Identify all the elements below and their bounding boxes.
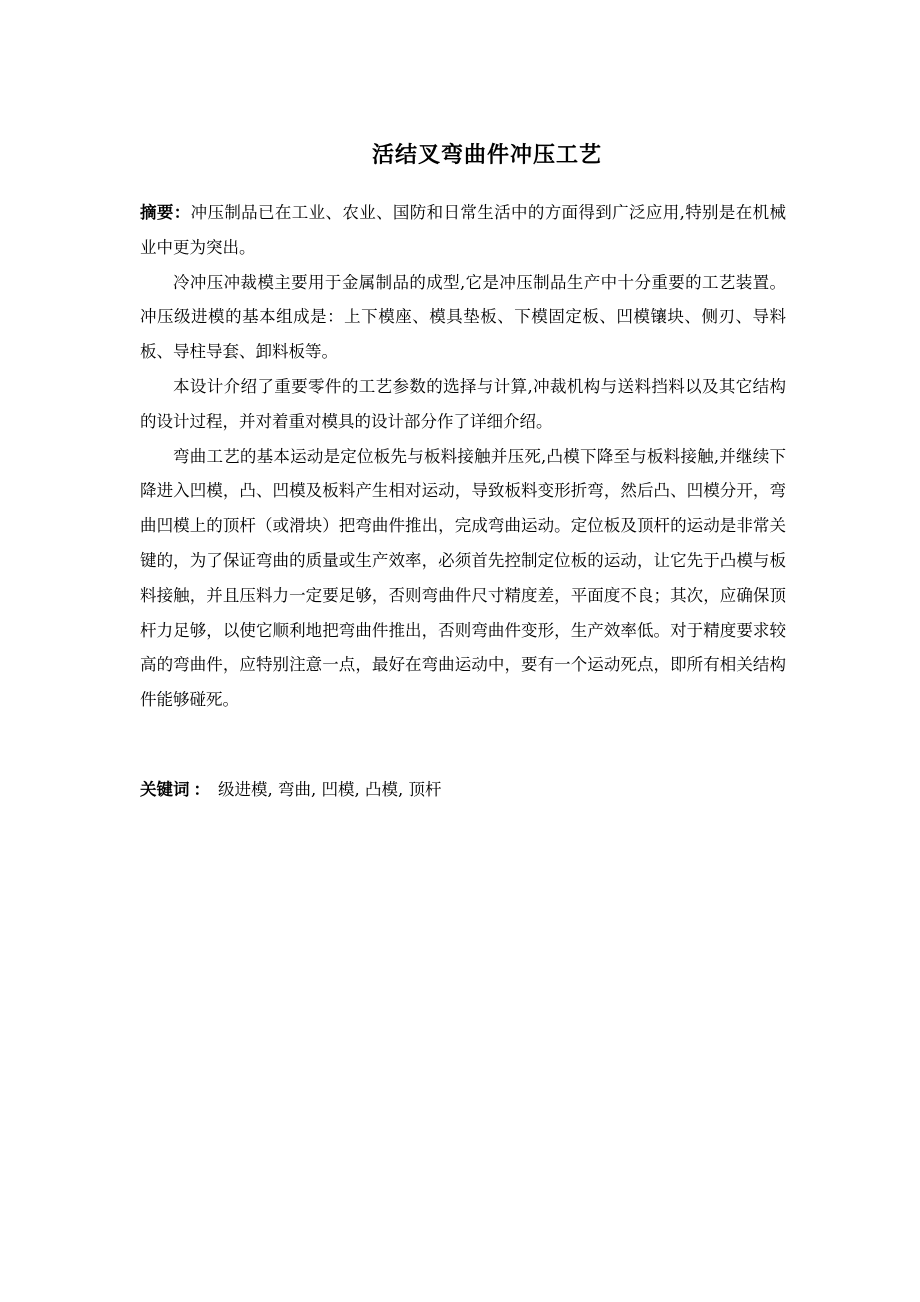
abstract-paragraph-2: 冷冲压冲裁模主要用于金属制品的成型,它是冲压制品生产中十分重要的工艺装置。冲压级进模的基本组成是：上下模座、模具垫板、下模固定板、凹模镶块、侧刃、导料板、导柱导套、卸料板等。 (140, 272, 786, 362)
abstract-section (140, 196, 786, 718)
abstract-label: 摘要： (140, 203, 191, 222)
keywords-section (140, 773, 786, 808)
keywords-value: 级进模, 弯曲, 凹模, 凸模, 顶杆 (218, 780, 442, 799)
abstract-paragraph-4: 弯曲工艺的基本运动是定位板先与板料接触并压死,凸模下降至与板料接触,并继续下降进入凹模，凸、凹模及板料产生相对运动，导致板料变形折弯，然后凸、凹模分开，弯曲凹模上的顶杆（或滑块）把弯曲件推出，完成弯曲运动。定位板及顶杆的运动是非常关键的，为了保证弯曲的质量或生产效率，必须首先控制定位板的运动，让它先于凸模与板料接触，并且压料力一定要足够，否则弯曲件尺寸精度差，平面度不良；其次，应确保顶杆力足够，以使它顺利地把弯曲件推出，否则弯曲件变形，生产效率低。对于精度要求较高的弯曲件，应特别注意一点，最好在弯曲运动中，要有一个运动死点，即所有相关结构件能够碰死。 (140, 446, 786, 710)
keywords-separator: ： (193, 780, 210, 799)
abstract-paragraph-3: 本设计介绍了重要零件的工艺参数的选择与计算,冲裁机构与送料挡料以及其它结构的设计过程，并对着重对模具的设计部分作了详细介绍。 (140, 376, 786, 431)
keywords-label: 关键词 (140, 780, 190, 799)
abstract-paragraph-1-text: 冲压制品已在工业、农业、国防和日常生活中的方面得到广泛应用,特别是在机械业中更为突出。 (140, 203, 787, 257)
abstract-paragraph-1 (140, 196, 786, 266)
document-title: 活结叉弯曲件冲压工艺 (371, 143, 602, 168)
